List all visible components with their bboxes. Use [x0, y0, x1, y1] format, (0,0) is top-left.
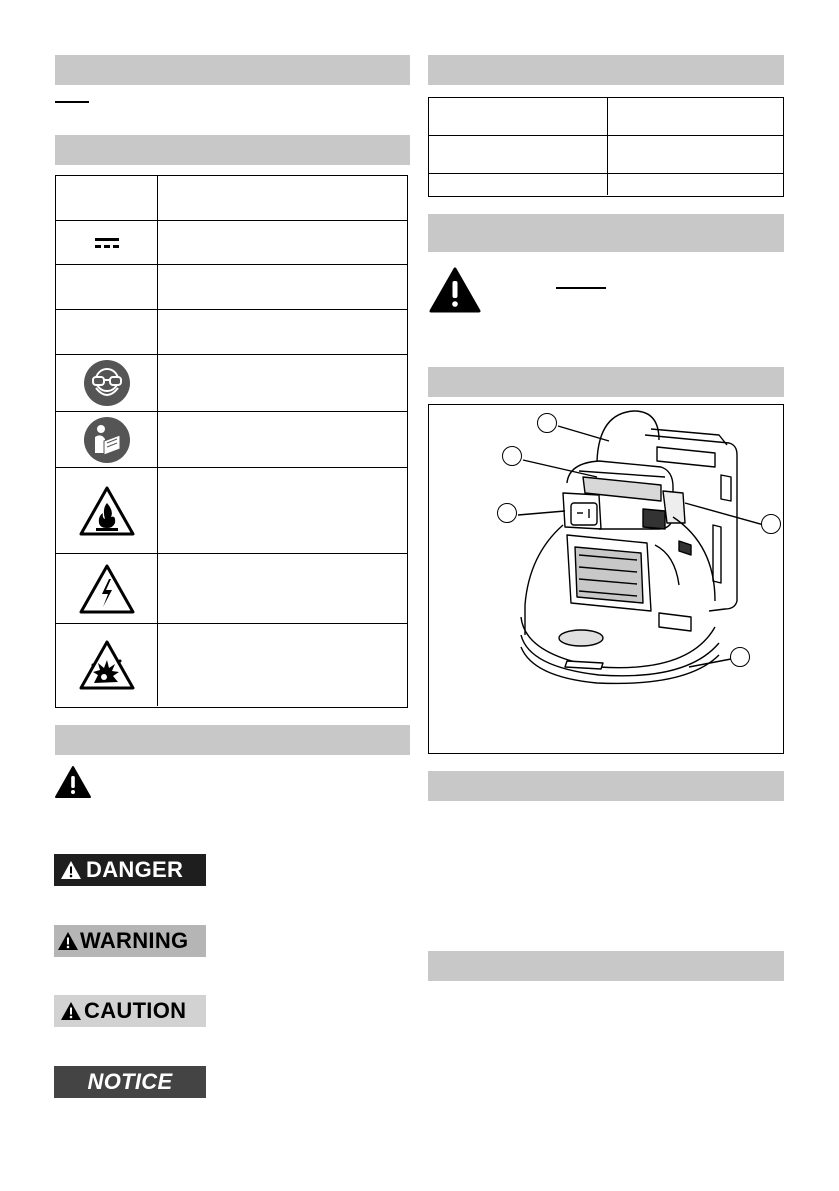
electric-shock-icon [78, 563, 136, 615]
notice-label-text: NOTICE [87, 1069, 173, 1094]
spec-row [429, 98, 783, 135]
specifications-table [428, 97, 784, 197]
product-figure [428, 404, 784, 754]
symbol-row [56, 553, 407, 623]
danger-label-text: DANGER [86, 857, 184, 882]
callout-marker [537, 413, 557, 433]
spec-row [429, 135, 783, 173]
symbol-row [56, 309, 407, 354]
symbol-row [56, 220, 407, 264]
direct-current-icon [92, 236, 122, 250]
callout-marker [761, 514, 781, 534]
safety-glasses-icon [82, 358, 132, 408]
symbol-row [56, 264, 407, 309]
sander-illustration [429, 405, 782, 752]
symbol-row [56, 354, 407, 411]
notice-label [54, 1066, 206, 1098]
fire-hazard-icon [78, 485, 136, 537]
section-header-bar [428, 771, 784, 801]
underline-mark [556, 287, 606, 289]
section-header-bar [428, 367, 784, 397]
callout-marker [497, 503, 517, 523]
section-header-bar [55, 135, 410, 165]
section-header-bar [428, 214, 784, 252]
symbol-row [56, 623, 407, 706]
spec-row [429, 173, 783, 195]
caution-label-text: CAUTION [84, 998, 187, 1023]
symbols-table [55, 175, 408, 708]
warning-triangle-icon [60, 860, 82, 880]
callout-marker [730, 647, 750, 667]
read-manual-icon [82, 415, 132, 465]
warning-triangle-icon [54, 765, 92, 799]
symbol-row [56, 411, 407, 467]
section-header-bar [428, 951, 784, 981]
warning-label [54, 925, 206, 957]
explosion-hazard-icon [78, 639, 136, 691]
caution-label [54, 995, 206, 1027]
warning-label-text: WARNING [80, 928, 189, 953]
section-header-bar [428, 55, 784, 85]
warning-triangle-icon [428, 266, 482, 314]
symbol-row [56, 467, 407, 553]
warning-triangle-icon [57, 931, 79, 951]
section-header-bar [55, 725, 410, 755]
symbol-row [56, 176, 407, 220]
callout-marker [502, 446, 522, 466]
section-header-bar [55, 55, 410, 85]
warning-triangle-icon [60, 1001, 82, 1021]
danger-label [54, 854, 206, 886]
underline-mark [55, 101, 89, 103]
